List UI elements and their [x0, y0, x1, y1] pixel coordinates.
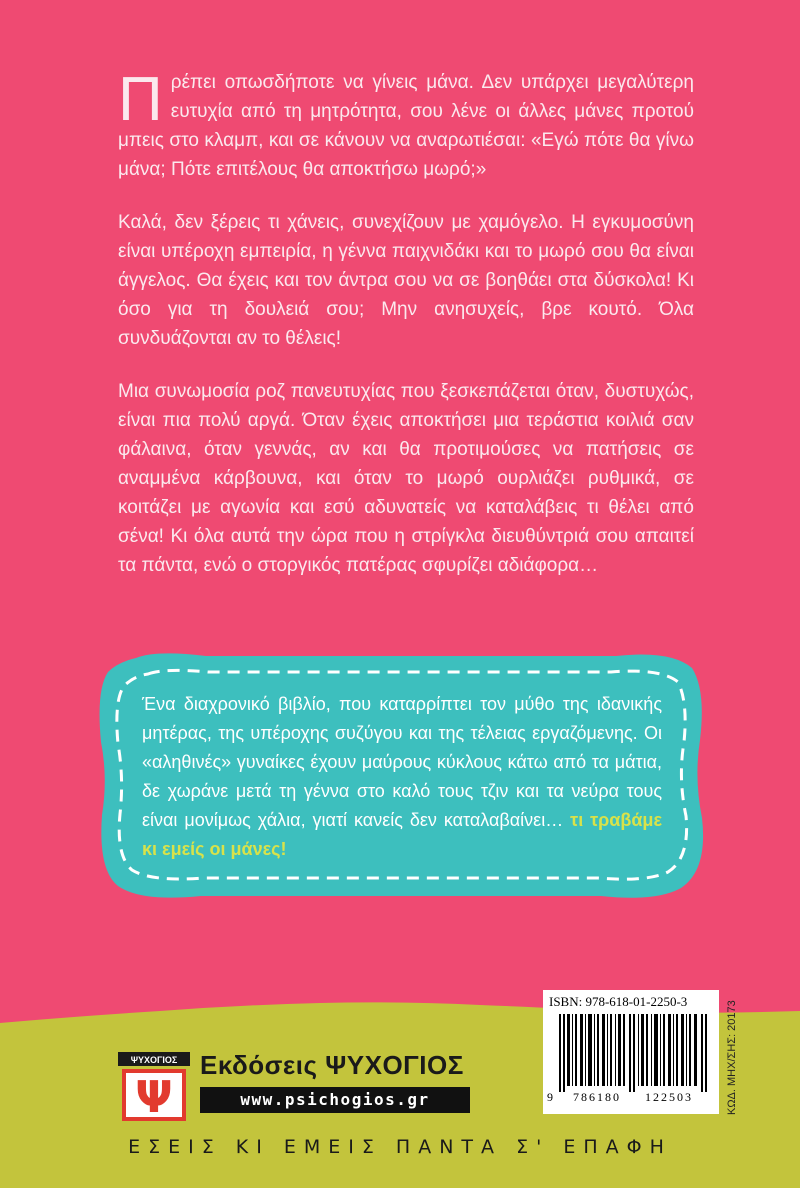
publisher-logo-mark [118, 1052, 190, 1124]
publisher-tagline: ΕΣΕΙΣ ΚΙ ΕΜΕΙΣ ΠΑΝΤΑ Σ' ΕΠΑΦΗ [128, 1136, 672, 1158]
blurb-body: Ένα διαχρονικό βιβλίο, που καταρρίπτει τον μύθο της ιδανικής μητέρας, της υπέροχης συζύγου και της τέλειας εργαζόμενης. Οι «αληθινές» γυναίκες έχουν μαύρους κύκλους κάτω από τα μάτια, δε χωράνε μετά τη γέννα στο καλό τους τζιν και τα νεύρα τους είναι μονίμως χάλια, γιατί κανείς δεν καταλαβαίνει… [142, 694, 662, 830]
paragraph-2: Καλά, δεν ξέρεις τι χάνεις, συνεχίζουν με χαμόγελο. Η εγκυμοσύνη είναι υπέροχη εμπειρία, η γέννα παιχνιδάκι και το μωρό σου θα είναι άγγελος. Θα έχεις και τον άντρα σου να σε βοηθάει στα δύσκολα! Κι όσο για τη δουλειά σου; Μην ανησυχείς, βρε κουτό. Όλα συνδυάζονται αν το θέλεις! [118, 212, 694, 349]
barcode-digit-first: 9 [547, 1090, 553, 1104]
barcode-digits-left: 786180 [573, 1090, 621, 1104]
publisher-name: Εκδόσεις ΨΥΧΟΓΙΟΣ [200, 1050, 464, 1080]
product-code: ΚΩΔ. ΜΗΧ/ΣΗΣ: 20173 [726, 1000, 738, 1115]
logo-label: ΨΥΧΟΓΙΟΣ [130, 1055, 178, 1065]
drop-cap: Π [118, 65, 163, 134]
isbn-barcode-box [543, 990, 719, 1114]
blurb-highlight: τι τραβάμε κι εμείς οι μάνες! [142, 810, 662, 859]
barcode [553, 1014, 713, 1092]
paragraph-3: Μια συνωμοσία ροζ πανευτυχίας που ξεσκεπάζεται όταν, δυστυχώς, είναι πια πολύ αργά. Όταν έχεις αποκτήσει μια τεράστια κοιλιά σαν φάλαινα, όταν γεννάς, αν και θα προτιμούσες να πατήσεις σε αναμμένα κάρβουνα, και όταν το μωρό ουρλιάζει ρυθμικά, σε κοιτάζει με αγωνία και εσύ αδυνατείς να καταλάβεις τι θέλει από σένα! Κι όλα αυτά την ώρα που η στρίγκλα διευθύντριά σου απαιτεί τα πάντα, ενώ ο στοργικός πατέρας σφυρίζει αδιάφορα… [118, 381, 694, 576]
publisher-logo [118, 1052, 190, 1124]
psi-icon: Ψ [135, 1072, 173, 1123]
barcode-digits-right: 122503 [645, 1090, 693, 1104]
paragraph-1-text: ρέπει οπωσδήποτε να γίνεις μάνα. Δεν υπάρχει μεγαλύτερη ευτυχία από τη μητρότητα, σου λένε οι άλλες μάνες προτού μπεις στο κλαμπ, και σε κάνουν να αναρωτιέσαι: «Εγώ πότε θα γίνω μάνα; Πότε επιτέλους θα αποκτήσω μωρό;» [118, 72, 694, 180]
isbn-label: ISBN: 978-618-01-2250-3 [549, 994, 688, 1009]
publisher-url[interactable]: www.psichogios.gr [200, 1087, 470, 1113]
